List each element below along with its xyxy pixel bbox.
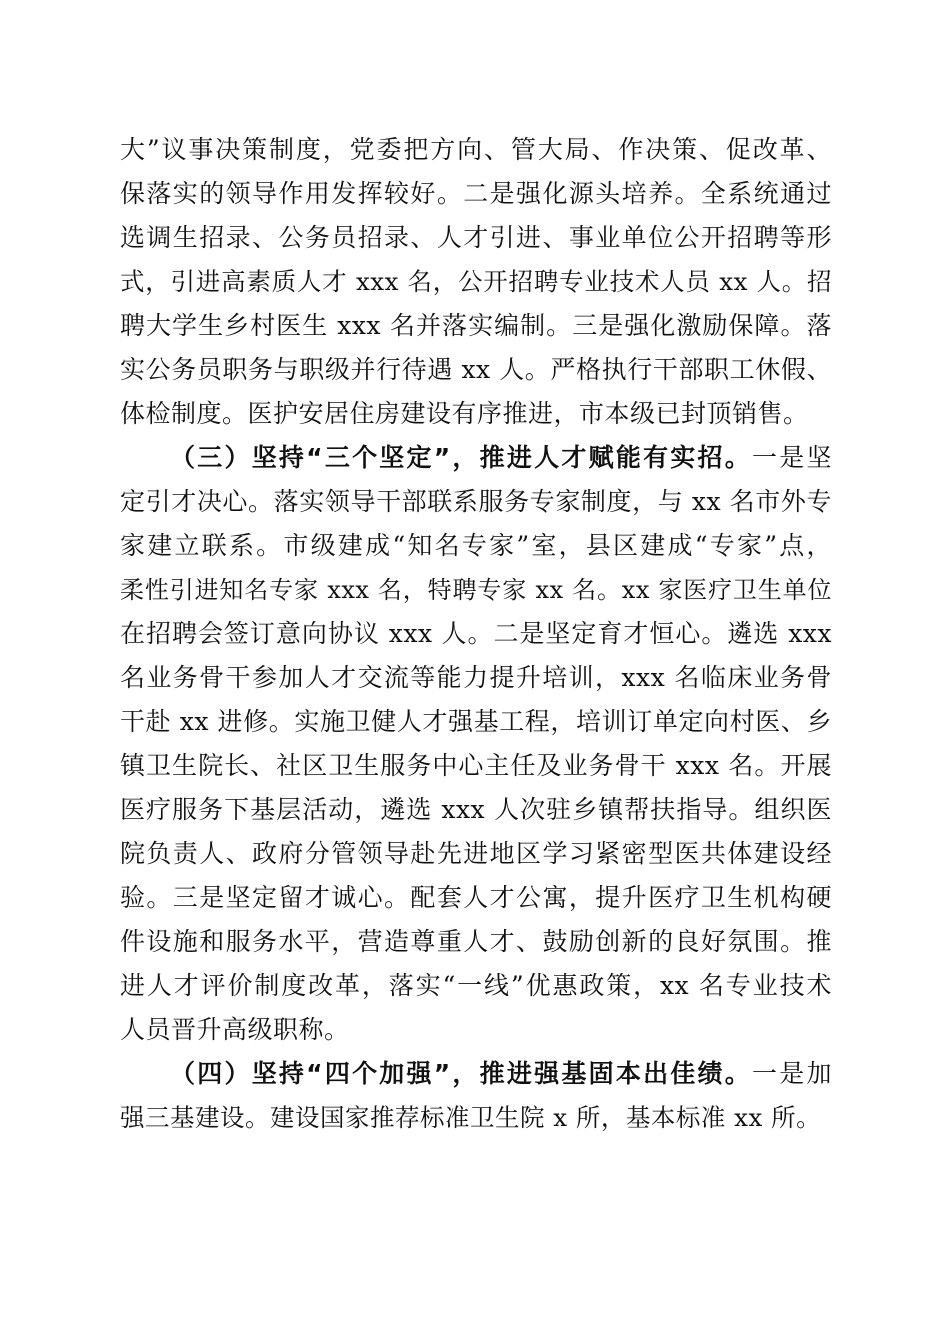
text-line: 家建立联系。市级建成“知名专家”室，县区建成“专家”点， <box>120 531 832 560</box>
text-line: 在招聘会签订意向协议 xxx 人。二是坚定育才恒心。遴选 xxx <box>120 619 832 648</box>
text-line: 医疗服务下基层活动，遴选 xxx 人次驻乡镇帮扶指导。组织医 <box>120 795 832 824</box>
paragraph-3 <box>120 1052 832 1140</box>
paragraph-2 <box>120 436 832 1052</box>
text-line: 强三基建设。建设国家推荐标准卫生院 x 所，基本标准 xx 所。 <box>120 1103 822 1132</box>
heading-line-rest: 一是加 <box>752 1059 832 1088</box>
text-line: 院负责人、政府分管领导赴先进地区学习紧密型医共体建设经 <box>120 839 832 868</box>
text-line: 人员晋升高级职称。 <box>120 1015 350 1044</box>
text-line: 聘大学生乡村医生 xxx 名并落实编制。三是强化激励保障。落 <box>120 311 832 340</box>
text-line: 保落实的领导作用发挥较好。二是强化源头培养。全系统通过 <box>120 179 832 208</box>
text-line: 镇卫生院长、社区卫生服务中心主任及业务骨干 xxx 名。开展 <box>120 751 832 780</box>
section-heading-line <box>120 1052 832 1096</box>
text-line: 定引才决心。落实领导干部联系服务专家制度，与 xx 名市外专 <box>120 487 832 516</box>
text-line: 干赴 xx 进修。实施卫健人才强基工程，培训订单定向村医、乡 <box>120 707 832 736</box>
text-line: 实公务员职务与职级并行待遇 xx 人。严格执行干部职工休假、 <box>120 355 832 384</box>
text-line: 名业务骨干参加人才交流等能力提升培训，xxx 名临床业务骨 <box>120 663 832 692</box>
text-line: 进人才评价制度改革，落实“一线”优惠政策，xx 名专业技术 <box>120 971 832 1000</box>
heading-line-rest: 一是坚 <box>752 443 832 472</box>
text-line: 选调生招录、公务员招录、人才引进、事业单位公开招聘等形 <box>120 223 832 252</box>
paragraph-1 <box>120 128 832 436</box>
text-line: 体检制度。医护安居住房建设有序推进，市本级已封顶销售。 <box>120 399 809 428</box>
text-line: 大”议事决策制度，党委把方向、管大局、作决策、促改革、 <box>120 135 832 164</box>
document-body <box>120 128 832 1140</box>
text-line: 验。三是坚定留才诚心。配套人才公寓，提升医疗卫生机构硬 <box>120 883 832 912</box>
section-heading-3: （三）坚持“三个坚定”，推进人才赋能有实招。 <box>170 443 753 472</box>
section-heading-4: （四）坚持“四个加强”，推进强基固本出佳绩。 <box>170 1059 753 1088</box>
section-heading-line <box>120 436 832 480</box>
text-line: 柔性引进知名专家 xxx 名，特聘专家 xx 名。xx 家医疗卫生单位 <box>120 576 832 604</box>
text-line: 式，引进高素质人才 xxx 名，公开招聘专业技术人员 xx 人。招 <box>120 267 832 296</box>
text-line: 件设施和服务水平，营造尊重人才、鼓励创新的良好氛围。推 <box>120 927 832 956</box>
